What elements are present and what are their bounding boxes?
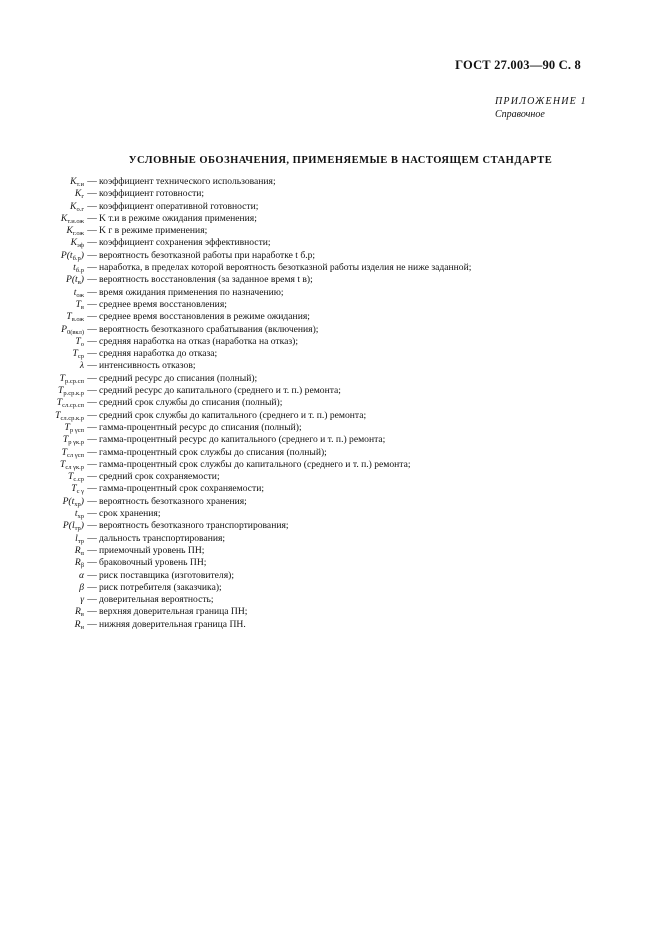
symbol-row <box>0 324 661 336</box>
symbol <box>0 483 86 495</box>
symbol-subscript: г <box>81 193 84 201</box>
symbol-row <box>0 496 661 508</box>
symbol-subscript: сл γсп <box>67 451 84 459</box>
dash: — <box>87 176 97 187</box>
symbol <box>0 496 86 508</box>
symbol-subscript: о.г <box>76 205 84 213</box>
symbol <box>0 557 86 569</box>
symbol-subscript: р.ср.сп <box>65 377 84 385</box>
symbol-definition: средний срок службы до списания (полный); <box>99 397 283 409</box>
symbol-main: T <box>64 421 70 433</box>
symbol-main: K <box>60 212 68 224</box>
symbol-main: T <box>75 298 81 310</box>
symbol-row <box>0 311 661 323</box>
symbol <box>0 299 86 311</box>
symbol <box>0 250 86 262</box>
symbol-subscript: в <box>80 303 84 311</box>
symbol-subscript: т.и.ож <box>67 217 84 225</box>
symbol-definition: интенсивность отказов; <box>99 360 196 372</box>
symbol-row <box>0 434 661 446</box>
symbol-subscript: эф <box>77 242 84 250</box>
symbol-main: T <box>68 471 74 483</box>
symbol-subscript: хр <box>77 513 84 521</box>
dash: — <box>87 262 97 274</box>
symbol-row <box>0 459 661 471</box>
document-reference: ГОСТ 27.003—90 С. 8 <box>455 58 581 72</box>
symbol-subscript: в <box>77 279 81 287</box>
symbol-definition: нижняя доверительная граница ПН. <box>99 618 246 630</box>
symbol-row <box>0 287 661 299</box>
symbol-main: T <box>55 409 61 421</box>
symbol <box>0 582 86 594</box>
symbol-definition: верхняя доверительная граница ПН; <box>99 606 248 618</box>
symbol-definition: средний ресурс до списания (полный); <box>99 372 258 384</box>
section-title: УСЛОВНЫЕ ОБОЗНАЧЕНИЯ, ПРИМЕНЯЕМЫЕ В НАСТОЯЩЕМ СТАНДАРТЕ <box>128 155 553 166</box>
symbol-definition: риск поставщика (изготовителя); <box>99 569 234 581</box>
symbol-main: T <box>75 335 81 347</box>
symbol-main: K <box>70 200 77 212</box>
symbol-definition: приемочный уровень ПН; <box>99 544 205 556</box>
symbol-row <box>0 213 661 225</box>
symbol-subscript: в.ож <box>71 316 84 324</box>
symbol-main: T <box>59 458 66 470</box>
symbol-definition: гамма-процентный срок службы до капитального (среднего и т. п.) ремонта; <box>99 458 411 470</box>
symbol-tail: ) <box>80 274 84 286</box>
symbol <box>0 619 86 631</box>
dash: — <box>87 618 97 630</box>
symbol <box>0 225 86 237</box>
symbol-row <box>0 447 661 459</box>
dash: — <box>87 311 97 323</box>
symbol-row <box>0 483 661 495</box>
symbol-subscript: с.ср <box>73 476 84 484</box>
dash: — <box>87 458 97 470</box>
symbol-subscript: сл γк.р <box>65 463 84 471</box>
symbol-main: T <box>61 446 67 458</box>
symbol-main: t <box>73 262 76 274</box>
symbol-main: P(t <box>60 249 73 261</box>
symbol <box>0 422 86 434</box>
dash: — <box>87 335 97 347</box>
symbol <box>0 434 86 446</box>
symbol-subscript: г.ож <box>72 230 84 238</box>
symbol <box>0 471 86 483</box>
dash: — <box>87 508 97 520</box>
dash: — <box>87 434 97 446</box>
dash: — <box>87 212 97 224</box>
symbol-row <box>0 201 661 213</box>
dash: — <box>87 495 97 507</box>
symbol-subscript: α <box>80 549 84 557</box>
symbol-main: T <box>72 348 78 360</box>
symbol <box>0 397 86 409</box>
symbol-definition: среднее время восстановления в режиме ожидания; <box>99 311 310 323</box>
symbol-subscript: ож <box>76 291 84 299</box>
symbol <box>0 188 86 200</box>
symbol-main: R <box>75 606 81 618</box>
symbol-main: P(t <box>65 274 78 286</box>
dash: — <box>87 557 97 569</box>
dash: — <box>87 286 97 298</box>
symbol-main: P <box>61 323 67 335</box>
symbol <box>0 237 86 249</box>
symbol-subscript: о <box>80 340 84 348</box>
symbol-main: λ <box>79 360 84 372</box>
symbol-tail: ) <box>80 495 84 507</box>
dash: — <box>87 397 97 409</box>
symbol <box>0 459 86 471</box>
symbol <box>0 545 86 557</box>
symbol-main: T <box>56 397 63 409</box>
symbol-definition: коэффициент сохранения эффективности; <box>99 237 271 249</box>
symbol-definition: гамма-процентный срок службы до списания (полный); <box>99 446 327 458</box>
symbol-row <box>0 237 661 249</box>
symbol-subscript: сл.ср.к.р <box>60 414 84 422</box>
symbol-main: R <box>74 618 81 630</box>
symbol-main: T <box>62 434 69 446</box>
symbol-row <box>0 422 661 434</box>
symbol <box>0 324 86 336</box>
symbol-main: t <box>74 508 78 520</box>
symbol-subscript: 0(вкл) <box>66 328 84 336</box>
symbol-definition: средний срок службы до капитального (среднего и т. п.) ремонта; <box>99 409 367 421</box>
symbol-definition: наработка, в пределах которой вероятность безотказной работы изделия не ниже заданной; <box>99 262 472 274</box>
symbol-main: P(t <box>62 495 75 507</box>
symbol <box>0 508 86 520</box>
symbol-definition: доверительная вероятность; <box>99 594 214 606</box>
symbol-main: P(l <box>62 520 75 532</box>
symbol-definition: коэффициент оперативной готовности; <box>99 200 259 212</box>
symbol-row <box>0 385 661 397</box>
dash: — <box>87 520 97 532</box>
dash: — <box>87 188 97 200</box>
dash: — <box>87 471 97 483</box>
dash: — <box>87 446 97 458</box>
dash: — <box>87 348 97 360</box>
dash: — <box>87 298 97 310</box>
symbol-subscript: б.р <box>72 254 81 262</box>
symbol <box>0 373 86 385</box>
symbol-row <box>0 471 661 483</box>
symbol-main: K <box>66 225 73 237</box>
symbol-definition: время ожидания применения по назначению; <box>99 286 284 298</box>
symbol <box>0 213 86 225</box>
symbol-row <box>0 336 661 348</box>
symbol-main: α <box>78 569 84 581</box>
dash: — <box>87 606 97 618</box>
dash: — <box>87 594 97 606</box>
symbol-row <box>0 410 661 422</box>
symbol-row <box>0 299 661 311</box>
symbol-definition: гамма-процентный ресурс до списания (полный); <box>99 421 302 433</box>
symbol-definition: срок хранения; <box>99 508 161 520</box>
symbol-subscript: в <box>80 611 84 619</box>
symbol-subscript: β <box>80 562 84 570</box>
dash: — <box>87 360 97 372</box>
dash: — <box>87 225 97 237</box>
dash: — <box>87 409 97 421</box>
symbol <box>0 520 86 532</box>
dash: — <box>87 581 97 593</box>
symbol-subscript: с γ <box>76 488 84 496</box>
symbol <box>0 274 86 286</box>
symbol-subscript: хр <box>74 500 81 508</box>
symbol-main: T <box>71 483 77 495</box>
symbol-definition: вероятность безотказного хранения; <box>99 495 247 507</box>
dash: — <box>87 483 97 495</box>
symbol-main: T <box>66 311 72 323</box>
symbol-subscript: т.и <box>76 181 84 188</box>
symbol <box>0 176 86 188</box>
symbol-definition: гамма-процентный ресурс до капитального (среднего и т. п.) ремонта; <box>99 434 386 446</box>
symbol <box>0 570 86 582</box>
symbol <box>0 287 86 299</box>
dash: — <box>87 372 97 384</box>
symbol-subscript: н <box>80 623 84 631</box>
symbol-row <box>0 570 661 582</box>
symbol-row <box>0 348 661 360</box>
symbol-tail: ) <box>80 249 84 261</box>
symbol <box>0 594 86 606</box>
symbol <box>0 336 86 348</box>
symbol-main: K <box>74 188 82 200</box>
symbol <box>0 348 86 360</box>
appendix-subtitle: Справочное <box>495 109 545 120</box>
symbol-row <box>0 520 661 532</box>
symbol-main: γ <box>80 594 84 606</box>
symbol-definition: средняя наработка до отказа; <box>99 348 218 360</box>
symbol-definition: вероятность восстановления (за заданное время t в); <box>99 274 313 286</box>
symbol <box>0 385 86 397</box>
symbol-tail: ) <box>80 520 84 532</box>
symbol <box>0 447 86 459</box>
symbol-row <box>0 557 661 569</box>
appendix-label <box>495 95 587 121</box>
symbol-main: β <box>79 581 84 593</box>
symbol-main: R <box>74 544 81 556</box>
symbol-main: T <box>59 372 65 384</box>
dash: — <box>87 200 97 212</box>
symbol <box>0 606 86 618</box>
symbol-definition: вероятность безотказного транспортирования; <box>99 520 289 532</box>
symbol-definition: браковочный уровень ПН; <box>99 557 207 569</box>
symbol-definition: риск потребителя (заказчика); <box>99 581 222 593</box>
symbol-definition: средний срок сохраняемости; <box>99 471 220 483</box>
symbol-row <box>0 594 661 606</box>
symbol <box>0 262 86 274</box>
symbol-row <box>0 508 661 520</box>
dash: — <box>87 323 97 335</box>
symbol-definition: среднее время восстановления; <box>99 298 227 310</box>
symbol-definition: вероятность безотказного срабатывания (включения); <box>99 323 319 335</box>
symbol-definition: средняя наработка на отказ (наработка на отказ); <box>99 335 299 347</box>
symbol-definition: гамма-процентный срок сохраняемости; <box>99 483 265 495</box>
symbol-subscript: ср <box>77 353 84 361</box>
symbol-row <box>0 582 661 594</box>
dash: — <box>87 274 97 286</box>
symbol-definition: K т.и в режиме ожидания применения; <box>99 212 257 224</box>
symbol-row <box>0 274 661 286</box>
symbol-definition: коэффициент технического использования; <box>99 176 276 187</box>
symbol-row <box>0 606 661 618</box>
symbol-row <box>0 262 661 274</box>
symbol-subscript: сл.ср.сп <box>62 402 84 410</box>
symbol <box>0 201 86 213</box>
dash: — <box>87 237 97 249</box>
symbol-row <box>0 360 661 372</box>
appendix-title: ПРИЛОЖЕНИЕ 1 <box>495 96 587 107</box>
symbol <box>0 410 86 422</box>
dash: — <box>87 385 97 397</box>
symbol <box>0 360 86 372</box>
symbol-definition: средний ресурс до капитального (среднего и т. п.) ремонта; <box>99 385 341 397</box>
symbol-subscript: р.ср.к.р <box>63 390 84 398</box>
symbol-main: R <box>74 557 81 569</box>
symbol-subscript: б.р <box>75 267 84 275</box>
symbol-row <box>0 250 661 262</box>
symbol-row <box>0 619 661 631</box>
symbol-definition: коэффициент готовности; <box>99 188 205 200</box>
dash: — <box>87 544 97 556</box>
symbol-subscript: р γк.р <box>68 439 84 447</box>
symbol-main: l <box>75 532 78 544</box>
symbol-row <box>0 188 661 200</box>
symbol-subscript: тр <box>74 525 81 533</box>
symbol-row <box>0 373 661 385</box>
dash: — <box>87 569 97 581</box>
dash: — <box>87 532 97 544</box>
symbol-subscript: р γсп <box>69 426 84 434</box>
symbol-row <box>0 397 661 409</box>
symbol <box>0 533 86 545</box>
symbol-definition: вероятность безотказной работы при наработке t б.р; <box>99 249 316 261</box>
symbol-row <box>0 545 661 557</box>
symbol-subscript: тр <box>77 537 84 545</box>
symbol-main: t <box>73 286 77 298</box>
symbol-row <box>0 176 661 188</box>
symbol-main: K <box>70 237 78 249</box>
dash: — <box>87 421 97 433</box>
symbol-row <box>0 533 661 545</box>
symbol-main: K <box>70 176 77 187</box>
symbol-definition: дальность транспортирования; <box>99 532 226 544</box>
symbol-definition: K г в режиме применения; <box>99 225 208 237</box>
symbols-list <box>0 176 661 631</box>
symbol-main: T <box>57 385 64 397</box>
symbol-row <box>0 225 661 237</box>
dash: — <box>87 249 97 261</box>
symbol <box>0 311 86 323</box>
